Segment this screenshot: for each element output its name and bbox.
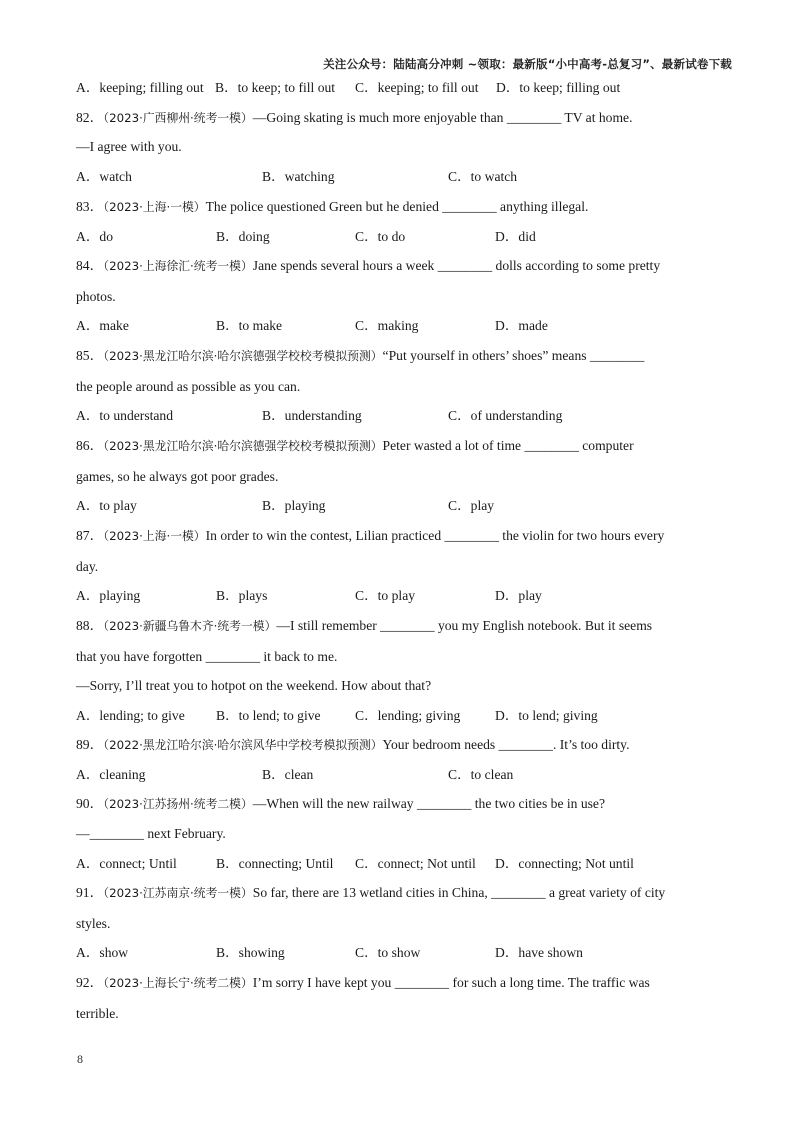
option-a: A．watch bbox=[76, 169, 132, 184]
option-b: B．clean bbox=[262, 767, 314, 782]
question-source: （2023·广西柳州·统考一模） bbox=[103, 111, 253, 125]
question-text: Your bedroom needs ________. It’s too dirty. bbox=[382, 737, 630, 752]
question-text: —When will the new railway ________ the two cities be in use? bbox=[252, 796, 605, 811]
option-b: B．to make bbox=[216, 318, 283, 333]
question-source: （2023·上海徐汇·统考一模） bbox=[103, 259, 253, 273]
option-d: D．did bbox=[495, 229, 536, 244]
question-text: Peter wasted a lot of time ________ computer bbox=[382, 438, 634, 453]
option-a: A．make bbox=[76, 318, 129, 333]
option-c: C．connect; Not until bbox=[355, 856, 476, 871]
question-text: In order to win the contest, Lilian practiced ________ the violin for two hours every bbox=[205, 528, 665, 543]
question-91-line2: styles. bbox=[76, 916, 111, 931]
question-82-stem bbox=[76, 108, 632, 128]
option-a: A．playing bbox=[76, 588, 141, 603]
question-number: 84． bbox=[76, 258, 104, 273]
option-c: C．of understanding bbox=[448, 408, 563, 423]
option-d: D．to keep; filling out bbox=[496, 80, 621, 95]
question-source: （2023·黑龙江哈尔滨·哈尔滨德强学校校考模拟预测） bbox=[103, 349, 383, 363]
question-85-stem bbox=[76, 346, 644, 366]
question-number: 83． bbox=[76, 199, 104, 214]
option-b: B．playing bbox=[262, 498, 326, 513]
option-a: A．cleaning bbox=[76, 767, 146, 782]
option-c: C．lending; giving bbox=[355, 708, 461, 723]
question-source: （2023·上海·一模） bbox=[103, 529, 206, 543]
question-82-line2: —I agree with you. bbox=[76, 139, 182, 154]
question-number: 89． bbox=[76, 737, 104, 752]
question-92-stem bbox=[76, 973, 650, 993]
question-source: （2023·江苏南京·统考一模） bbox=[103, 886, 253, 900]
option-b: B．plays bbox=[216, 588, 268, 603]
option-d: D．connecting; Not until bbox=[495, 856, 634, 871]
option-c: C．to watch bbox=[448, 169, 518, 184]
question-text: So far, there are 13 wetland cities in China, ________ a great variety of city bbox=[252, 885, 666, 900]
option-c: C．play bbox=[448, 498, 495, 513]
question-89-stem bbox=[76, 735, 630, 755]
question-number: 92． bbox=[76, 975, 104, 990]
question-91-stem bbox=[76, 883, 665, 903]
option-a: A．keeping; filling out bbox=[76, 80, 204, 95]
option-a: A．connect; Until bbox=[76, 856, 177, 871]
question-88-line2: that you have forgotten ________ it back to me. bbox=[76, 649, 338, 664]
question-text: —Going skating is much more enjoyable than ________ TV at home. bbox=[252, 110, 633, 125]
question-86-stem bbox=[76, 436, 634, 456]
question-87-stem bbox=[76, 526, 664, 546]
question-number: 88． bbox=[76, 618, 104, 633]
question-87-line2: day. bbox=[76, 559, 99, 574]
option-b: B．understanding bbox=[262, 408, 362, 423]
question-text: I’m sorry I have kept you ________ for such a long time. The traffic was bbox=[252, 975, 650, 990]
option-c: C．to play bbox=[355, 588, 416, 603]
question-85-line2: the people around as possible as you can. bbox=[76, 379, 301, 394]
option-b: B．to lend; to give bbox=[216, 708, 321, 723]
question-source: （2023·上海·一模） bbox=[103, 200, 206, 214]
option-c: C．to show bbox=[355, 945, 421, 960]
option-a: A．lending; to give bbox=[76, 708, 185, 723]
question-88-line3: —Sorry, I’ll treat you to hotpot on the weekend. How about that? bbox=[76, 678, 432, 693]
question-text: —I still remember ________ you my English notebook. But it seems bbox=[276, 618, 653, 633]
option-d: D．made bbox=[495, 318, 548, 333]
question-83-stem bbox=[76, 197, 588, 217]
question-source: （2023·新疆乌鲁木齐·统考一模） bbox=[103, 619, 277, 633]
option-c: C．to do bbox=[355, 229, 406, 244]
question-84-line2: photos. bbox=[76, 289, 116, 304]
option-a: A．show bbox=[76, 945, 129, 960]
question-source: （2023·江苏扬州·统考二模） bbox=[103, 797, 253, 811]
question-84-stem bbox=[76, 256, 660, 276]
question-number: 87． bbox=[76, 528, 104, 543]
option-a: A．do bbox=[76, 229, 114, 244]
page-header-banner: 关注公众号：陆陆高分冲刺 ~领取：最新版“小中高考-总复习”、最新试卷下载 bbox=[323, 57, 732, 71]
question-86-line2: games, so he always got poor grades. bbox=[76, 469, 279, 484]
question-text: Jane spends several hours a week ________ dolls according to some pretty bbox=[252, 258, 661, 273]
question-number: 90． bbox=[76, 796, 104, 811]
option-a: A．to understand bbox=[76, 408, 174, 423]
option-b: B．connecting; Until bbox=[216, 856, 334, 871]
question-number: 86． bbox=[76, 438, 104, 453]
question-90-stem bbox=[76, 794, 605, 814]
question-88-stem bbox=[76, 616, 652, 636]
question-90-line2: —________ next February. bbox=[76, 826, 226, 841]
question-source: （2022·黑龙江哈尔滨·哈尔滨风华中学校考模拟预测） bbox=[103, 738, 383, 752]
option-d: D．to lend; giving bbox=[495, 708, 598, 723]
option-b: B．doing bbox=[216, 229, 270, 244]
option-b: B．showing bbox=[216, 945, 285, 960]
option-c: C．to clean bbox=[448, 767, 514, 782]
question-92-line2: terrible. bbox=[76, 1006, 119, 1021]
question-text: The police questioned Green but he denied ________ anything illegal. bbox=[205, 199, 589, 214]
page-number: 8 bbox=[77, 1052, 83, 1066]
option-d: D．play bbox=[495, 588, 542, 603]
option-a: A．to play bbox=[76, 498, 137, 513]
question-number: 85． bbox=[76, 348, 104, 363]
question-number: 91． bbox=[76, 885, 104, 900]
option-b: B．to keep; to fill out bbox=[215, 80, 336, 95]
option-c: C．making bbox=[355, 318, 419, 333]
question-text: “Put yourself in others’ shoes” means ________ bbox=[382, 348, 645, 363]
question-number: 82． bbox=[76, 110, 104, 125]
question-source: （2023·黑龙江哈尔滨·哈尔滨德强学校校考模拟预测） bbox=[103, 439, 383, 453]
option-c: C．keeping; to fill out bbox=[355, 80, 479, 95]
option-d: D．have shown bbox=[495, 945, 583, 960]
question-source: （2023·上海长宁·统考二模） bbox=[103, 976, 253, 990]
option-b: B．watching bbox=[262, 169, 335, 184]
